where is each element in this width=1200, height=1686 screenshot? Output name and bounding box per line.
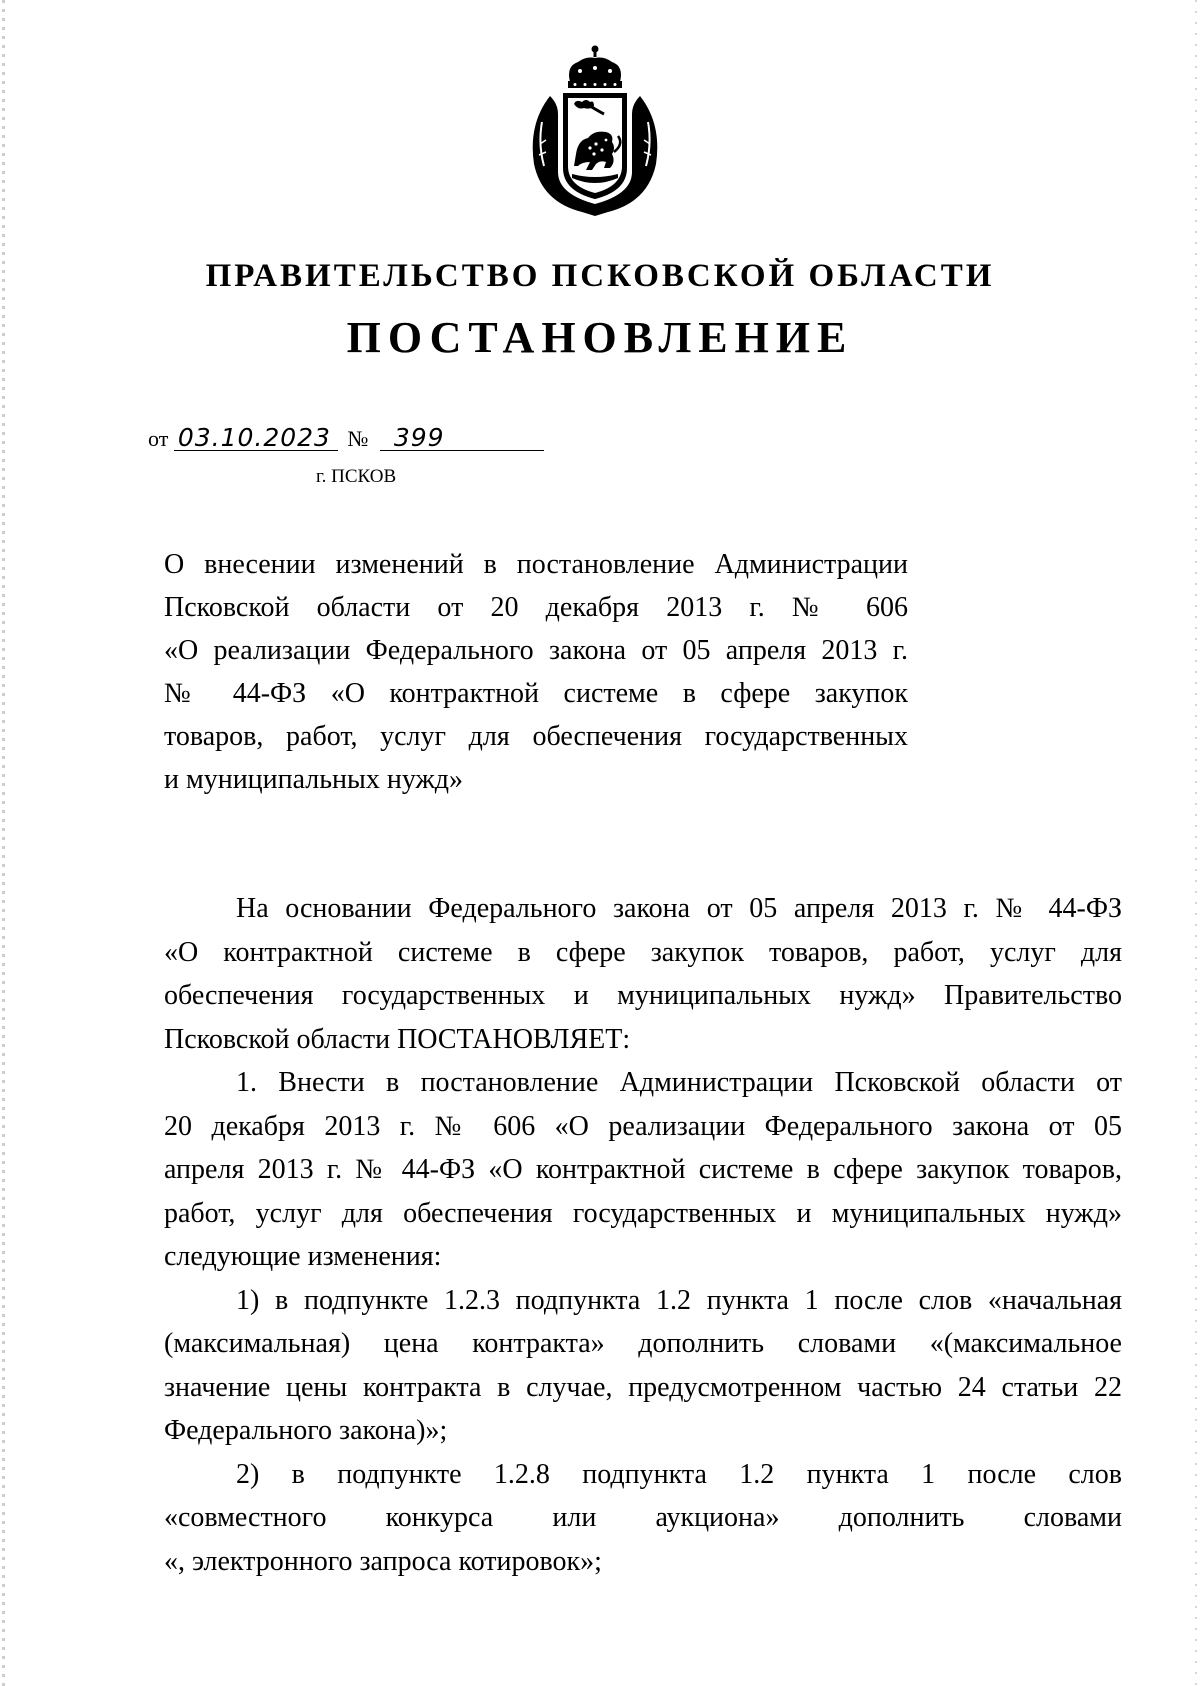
- body-line: На основании Федерального закона от 05 апреля 2013 г. № 44-ФЗ: [236, 893, 1122, 924]
- date-label: от: [148, 426, 169, 451]
- body-line: обеспечения государственных и муниципальных нужд» Правительство: [164, 980, 1122, 1011]
- body-line: апреля 2013 г. № 44-ФЗ «О контрактной системе в сфере закупок товаров,: [164, 1154, 1122, 1185]
- city-label: г. ПСКОВ: [316, 466, 397, 487]
- subject-line: О внесении изменений в постановление Администрации: [164, 549, 908, 580]
- pskov-coat-of-arms-icon: [520, 44, 670, 219]
- body-line: работ, услуг для обеспечения государственных и муниципальных нужд»: [164, 1197, 1122, 1229]
- number-label: №: [347, 426, 369, 451]
- subject-line: и муниципальных нужд»: [164, 764, 464, 795]
- document-subject: [164, 543, 908, 801]
- body-line: 20 декабря 2013 г. № 606 «О реализации Федерального закона от 05: [164, 1110, 1122, 1142]
- document-type-title: ПОСТАНОВЛЕНИЕ: [346, 313, 854, 362]
- subject-line: товаров, работ, услуг для обеспечения государственных: [164, 721, 908, 752]
- subject-line: «О реализации Федерального закона от 05 апреля 2013 г.: [164, 635, 908, 666]
- body-line: следующие изменения:: [164, 1241, 442, 1272]
- document-date-number-line: [148, 423, 544, 452]
- body-line: Федерального закона)»;: [164, 1415, 448, 1446]
- document-body: [164, 887, 1122, 1583]
- handwritten-date: 03.10.2023: [174, 426, 338, 451]
- body-line: 1. Внести в постановление Администрации Псковской области от: [236, 1067, 1122, 1098]
- handwritten-number: 399: [380, 426, 544, 451]
- body-line: значение цены контракта в случае, предусмотренном частью 24 статьи 22: [164, 1371, 1122, 1403]
- body-line: (максимальная) цена контракта» дополнить словами «(максимальное: [164, 1328, 1122, 1359]
- subject-line: № 44-ФЗ «О контрактной системе в сфере закупок: [164, 678, 908, 709]
- body-line: 2) в подпункте 1.2.8 подпункта 1.2 пункта 1 после слов: [236, 1458, 1122, 1490]
- scan-edge-left: [2, 0, 5, 1686]
- body-line: 1) в подпункте 1.2.3 подпункта 1.2 пункта 1 после слов «начальная: [236, 1284, 1122, 1316]
- body-line: «, электронного запроса котировок»;: [164, 1545, 602, 1577]
- subject-line: Псковской области от 20 декабря 2013 г. № 606: [164, 592, 908, 623]
- scan-edge-right: [1195, 0, 1197, 1686]
- body-line: «совместного конкурса или аукциона» дополнить словами: [164, 1502, 1122, 1533]
- body-line: «О контрактной системе в сфере закупок товаров, работ, услуг для: [164, 936, 1122, 968]
- body-line: Псковской области ПОСТАНОВЛЯЕТ:: [164, 1023, 631, 1055]
- government-title: ПРАВИТЕЛЬСТВО ПСКОВСКОЙ ОБЛАСТИ: [205, 258, 995, 294]
